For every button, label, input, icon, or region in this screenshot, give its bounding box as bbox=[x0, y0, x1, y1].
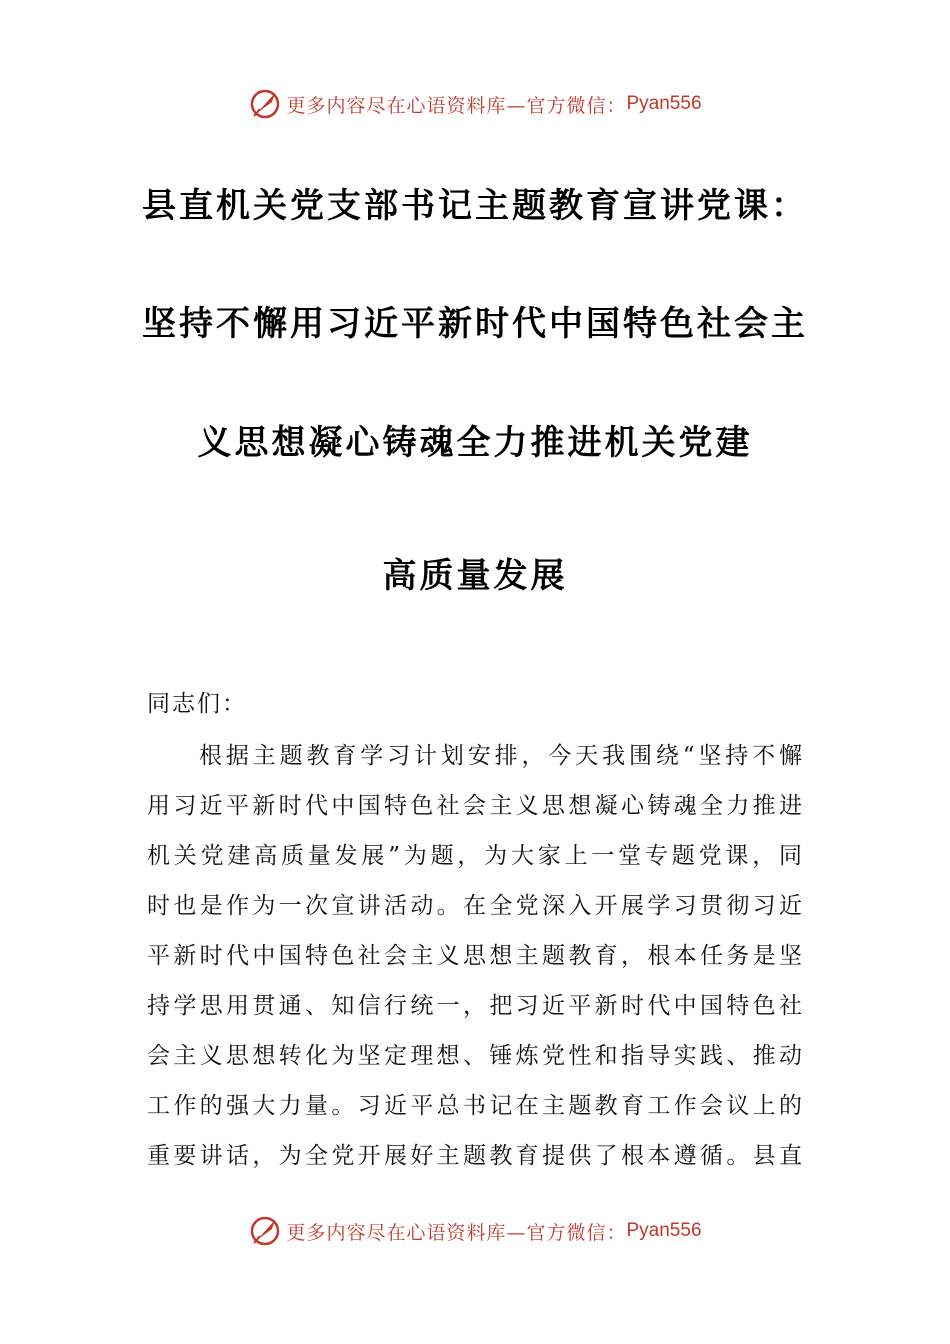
title-line-3: 义思想凝心铸魂全力推进机关党建 bbox=[197, 423, 753, 463]
title-line-1: 县直机关党支部书记主题教育宣讲党课： bbox=[142, 186, 808, 226]
watermark-wechat-id: Pyan556 bbox=[626, 1220, 702, 1241]
body-line: 用习近平新时代中国特色社会主义思想凝心铸魂全力推进 bbox=[147, 793, 802, 819]
body-line: 工作的强大力量。习近平总书记在主题教育工作会议上的 bbox=[147, 1093, 802, 1119]
footer-watermark bbox=[0, 1211, 950, 1251]
quill-logo-icon bbox=[248, 87, 282, 121]
watermark-wechat-id: Pyan556 bbox=[626, 93, 702, 114]
salutation: 同志们： bbox=[147, 691, 247, 717]
quill-logo-icon bbox=[248, 1214, 282, 1248]
watermark-text: 更多内容尽在心语资料库—官方微信： bbox=[286, 94, 627, 117]
watermark-text: 更多内容尽在心语资料库—官方微信： bbox=[286, 1221, 627, 1244]
body-line: 根据主题教育学习计划安排，今天我围绕“坚持不懈 bbox=[199, 743, 802, 769]
body-line: 平新时代中国特色社会主义思想主题教育，根本任务是坚 bbox=[147, 943, 802, 969]
title-line-2: 坚持不懈用习近平新时代中国特色社会主 bbox=[142, 304, 808, 344]
body-line: 会主义思想转化为坚定理想、锤炼党性和指导实践、推动 bbox=[147, 1043, 802, 1069]
body-line: 机关党建高质量发展”为题，为大家上一堂专题党课，同 bbox=[147, 843, 802, 869]
header-watermark bbox=[0, 84, 950, 124]
body-line: 重要讲话，为全党开展好主题教育提供了根本遵循。县直 bbox=[147, 1143, 802, 1169]
title-line-4: 高质量发展 bbox=[382, 556, 568, 596]
body-line: 持学思用贯通、知信行统一，把习近平新时代中国特色社 bbox=[147, 993, 802, 1019]
body-line: 时也是作为一次宣讲活动。在全党深入开展学习贯彻习近 bbox=[147, 893, 802, 919]
